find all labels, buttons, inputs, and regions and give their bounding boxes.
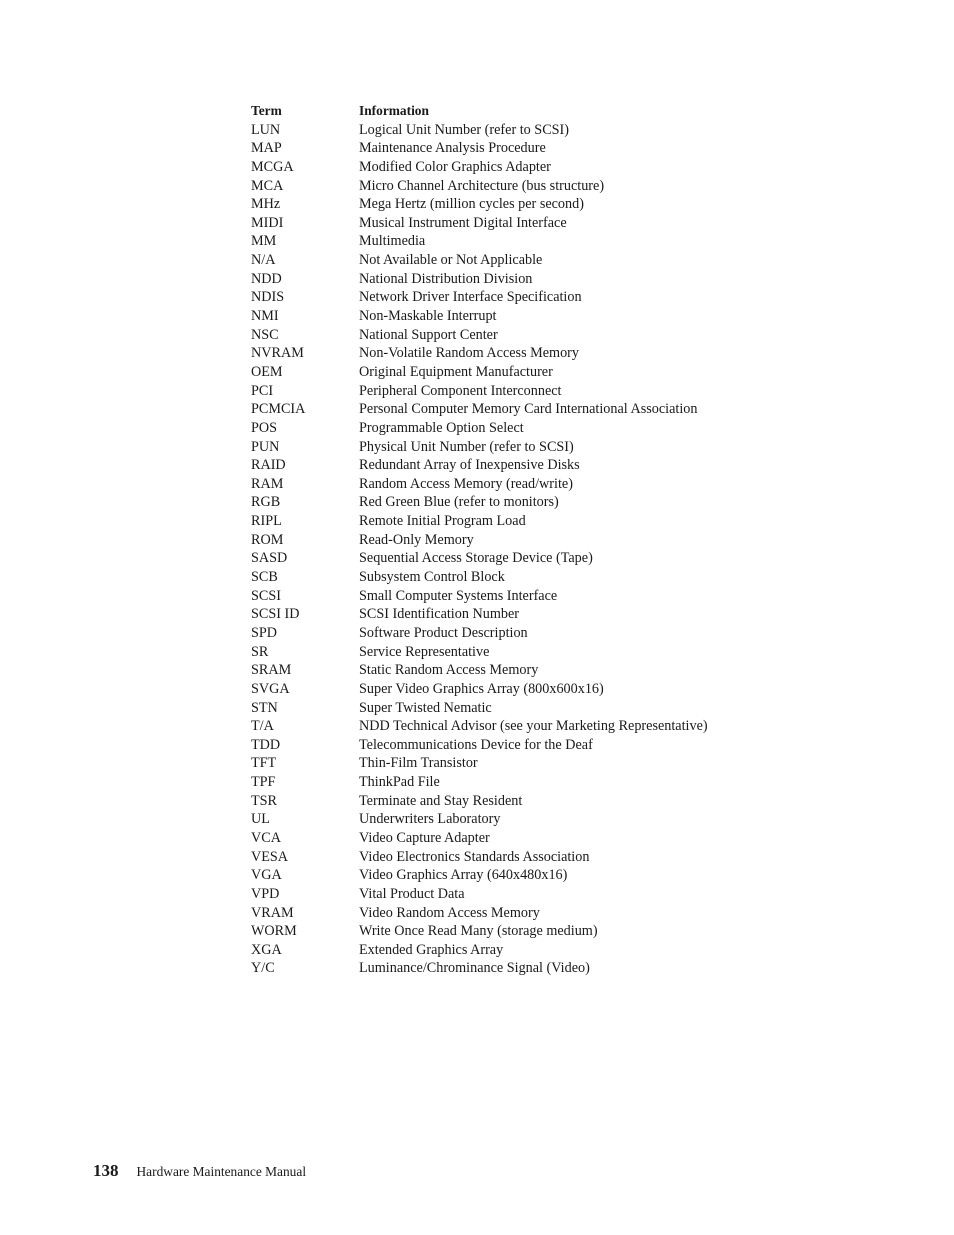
term-column-header: Term	[251, 103, 282, 118]
table-row	[251, 792, 771, 811]
term-cell: SASD	[251, 550, 288, 567]
table-row	[251, 438, 771, 457]
information-cell: Video Graphics Array (640x480x16)	[359, 867, 568, 884]
term-cell: SCSI	[251, 587, 281, 604]
table-row	[251, 382, 771, 401]
information-cell: Maintenance Analysis Procedure	[359, 140, 546, 157]
term-cell: VPD	[251, 885, 280, 902]
term-cell: Y/C	[251, 960, 275, 977]
table-row	[251, 605, 771, 624]
information-cell: Extended Graphics Array	[359, 941, 504, 958]
table-row	[251, 531, 771, 550]
table-row	[251, 904, 771, 923]
information-cell: Read-Only Memory	[359, 531, 474, 548]
table-row	[251, 326, 771, 345]
information-cell: Write Once Read Many (storage medium)	[359, 923, 598, 940]
information-cell: Physical Unit Number (refer to SCSI)	[359, 438, 574, 455]
table-row	[251, 736, 771, 755]
table-row	[251, 288, 771, 307]
term-cell: STN	[251, 699, 278, 716]
term-cell: NSC	[251, 326, 279, 343]
term-cell: OEM	[251, 363, 283, 380]
table-row	[251, 624, 771, 643]
term-cell: MAP	[251, 140, 282, 157]
term-cell: LUN	[251, 121, 281, 138]
table-row	[251, 139, 771, 158]
term-cell: MM	[251, 233, 277, 250]
term-cell: XGA	[251, 941, 282, 958]
table-row	[251, 344, 771, 363]
term-cell: RAID	[251, 457, 286, 474]
glossary-rows	[251, 121, 771, 978]
term-cell: SCB	[251, 569, 278, 586]
information-cell: Non-Volatile Random Access Memory	[359, 345, 580, 362]
term-cell: SVGA	[251, 680, 290, 697]
information-cell: Small Computer Systems Interface	[359, 587, 558, 604]
information-cell: Remote Initial Program Load	[359, 513, 526, 530]
table-row	[251, 699, 771, 718]
term-cell: RIPL	[251, 513, 282, 530]
table-row	[251, 754, 771, 773]
table-row	[251, 587, 771, 606]
term-cell: NMI	[251, 308, 279, 325]
information-cell: Non-Maskable Interrupt	[359, 308, 497, 325]
term-cell: PCMCIA	[251, 401, 306, 418]
term-cell: RGB	[251, 494, 281, 511]
information-cell: Super Video Graphics Array (800x600x16)	[359, 680, 604, 697]
table-row	[251, 195, 771, 214]
information-cell: Telecommunications Device for the Deaf	[359, 736, 593, 753]
manual-title: Hardware Maintenance Manual	[136, 1164, 307, 1179]
table-row	[251, 400, 771, 419]
table-row	[251, 232, 771, 251]
table-row	[251, 363, 771, 382]
information-cell: NDD Technical Advisor (see your Marketing Representative)	[359, 718, 708, 735]
term-cell: TPF	[251, 774, 276, 791]
term-cell: PUN	[251, 438, 280, 455]
table-row	[251, 922, 771, 941]
term-cell: TDD	[251, 736, 281, 753]
table-row	[251, 307, 771, 326]
information-cell: Software Product Description	[359, 624, 528, 641]
information-cell: Mega Hertz (million cycles per second)	[359, 196, 584, 213]
information-cell: Red Green Blue (refer to monitors)	[359, 494, 559, 511]
page-number: 138	[93, 1161, 119, 1180]
term-cell: TSR	[251, 792, 278, 809]
term-cell: PCI	[251, 382, 274, 399]
page-footer	[93, 1161, 306, 1185]
information-cell: Video Capture Adapter	[359, 829, 490, 846]
information-cell: Not Available or Not Applicable	[359, 252, 543, 269]
table-row	[251, 121, 771, 140]
term-cell: NVRAM	[251, 345, 304, 362]
information-cell: Sequential Access Storage Device (Tape)	[359, 550, 593, 567]
table-row	[251, 251, 771, 270]
information-cell: SCSI Identification Number	[359, 606, 519, 623]
table-row	[251, 885, 771, 904]
information-cell: Vital Product Data	[359, 885, 465, 902]
table-row	[251, 475, 771, 494]
term-cell: RAM	[251, 475, 284, 492]
table-row	[251, 848, 771, 867]
term-cell: VRAM	[251, 904, 294, 921]
information-cell: Luminance/Chrominance Signal (Video)	[359, 960, 590, 977]
term-cell: MHz	[251, 196, 281, 213]
term-cell: SCSI ID	[251, 606, 300, 623]
table-row	[251, 773, 771, 792]
term-cell: POS	[251, 419, 278, 436]
table-row	[251, 214, 771, 233]
information-cell: Peripheral Component Interconnect	[359, 382, 562, 399]
information-cell: Network Driver Interface Specification	[359, 289, 582, 306]
term-cell: ROM	[251, 531, 284, 548]
information-cell: Personal Computer Memory Card International Association	[359, 401, 698, 418]
information-column-header: Information	[359, 103, 429, 118]
information-cell: National Distribution Division	[359, 270, 533, 287]
table-row	[251, 810, 771, 829]
information-cell: Micro Channel Architecture (bus structure)	[359, 177, 605, 194]
term-cell: UL	[251, 811, 270, 828]
table-row	[251, 419, 771, 438]
table-row	[251, 493, 771, 512]
table-row	[251, 549, 771, 568]
table-row	[251, 158, 771, 177]
table-row	[251, 643, 771, 662]
term-cell: NDIS	[251, 289, 285, 306]
table-row	[251, 568, 771, 587]
information-cell: Redundant Array of Inexpensive Disks	[359, 457, 580, 474]
information-cell: Modified Color Graphics Adapter	[359, 158, 551, 175]
table-row	[251, 661, 771, 680]
information-cell: Video Electronics Standards Association	[359, 848, 590, 865]
term-cell: VGA	[251, 867, 282, 884]
term-cell: MCA	[251, 177, 284, 194]
term-cell: VESA	[251, 848, 289, 865]
information-cell: National Support Center	[359, 326, 498, 343]
information-cell: Random Access Memory (read/write)	[359, 475, 573, 492]
table-row	[251, 456, 771, 475]
table-row	[251, 866, 771, 885]
term-cell: TFT	[251, 755, 277, 772]
term-cell: NDD	[251, 270, 282, 287]
information-cell: Logical Unit Number (refer to SCSI)	[359, 121, 569, 138]
table-row	[251, 941, 771, 960]
information-cell: Super Twisted Nematic	[359, 699, 492, 716]
table-row	[251, 717, 771, 736]
term-cell: N/A	[251, 252, 276, 269]
table-row	[251, 829, 771, 848]
term-cell: MIDI	[251, 214, 284, 231]
information-cell: Video Random Access Memory	[359, 904, 540, 921]
term-cell: VCA	[251, 829, 281, 846]
information-cell: Programmable Option Select	[359, 419, 524, 436]
term-cell: SR	[251, 643, 269, 660]
term-cell: WORM	[251, 923, 297, 940]
table-header-row	[251, 102, 771, 121]
information-cell: Service Representative	[359, 643, 490, 660]
information-cell: Musical Instrument Digital Interface	[359, 214, 567, 231]
information-cell: Subsystem Control Block	[359, 569, 505, 586]
information-cell: Underwriters Laboratory	[359, 811, 501, 828]
term-cell: SPD	[251, 624, 278, 641]
term-cell: SRAM	[251, 662, 292, 679]
glossary-table	[251, 102, 771, 978]
table-row	[251, 680, 771, 699]
term-cell: MCGA	[251, 158, 294, 175]
information-cell: Terminate and Stay Resident	[359, 792, 523, 809]
table-row	[251, 512, 771, 531]
information-cell: Original Equipment Manufacturer	[359, 363, 553, 380]
table-row	[251, 270, 771, 289]
information-cell: Static Random Access Memory	[359, 662, 539, 679]
information-cell: Thin-Film Transistor	[359, 755, 478, 772]
information-cell: Multimedia	[359, 233, 426, 250]
table-row	[251, 959, 771, 978]
term-cell: T/A	[251, 718, 274, 735]
information-cell: ThinkPad File	[359, 774, 440, 791]
table-row	[251, 177, 771, 196]
